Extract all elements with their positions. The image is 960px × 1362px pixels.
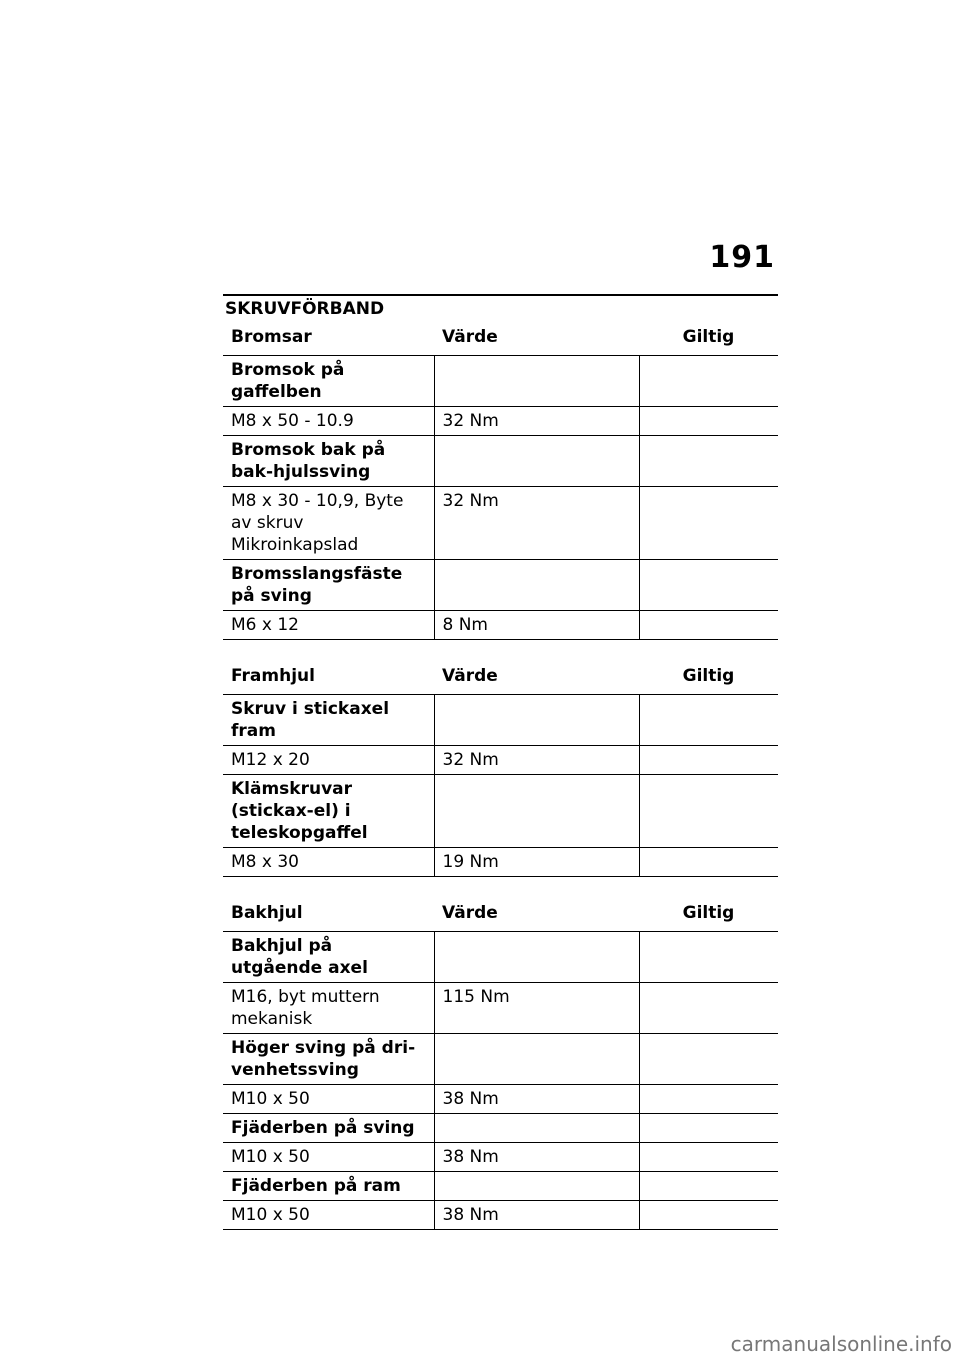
column-header-category: Bromsar [223, 321, 434, 356]
cell-name: Bromsok på gaffelben [223, 356, 434, 407]
cell-value: 32 Nm [434, 407, 639, 436]
table-header-row [223, 321, 778, 356]
torque-table [223, 897, 778, 1230]
column-header-category: Bakhjul [223, 897, 434, 932]
spec-row [223, 746, 778, 775]
cell-value [434, 436, 639, 487]
column-header-category: Framhjul [223, 660, 434, 695]
footer-watermark: carmanualsonline.info [730, 1332, 952, 1356]
cell-valid [639, 1085, 778, 1114]
spec-row [223, 487, 778, 560]
cell-value: 38 Nm [434, 1143, 639, 1172]
cell-name: Klämskruvar (stickax-el) i teleskopgaffel [223, 775, 434, 848]
cell-valid [639, 848, 778, 877]
torque-table [223, 321, 778, 640]
cell-value: 8 Nm [434, 611, 639, 640]
column-header-value: Värde [434, 660, 639, 695]
cell-value: 19 Nm [434, 848, 639, 877]
column-header-value: Värde [434, 321, 639, 356]
cell-name: Bakhjul på utgående axel [223, 932, 434, 983]
group-row [223, 1034, 778, 1085]
cell-name: M8 x 50 - 10.9 [223, 407, 434, 436]
group-row [223, 356, 778, 407]
column-header-valid: Giltig [639, 321, 778, 356]
column-header-value: Värde [434, 897, 639, 932]
cell-valid [639, 1143, 778, 1172]
cell-valid [639, 436, 778, 487]
cell-valid [639, 407, 778, 436]
cell-name: Bromsok bak på bak-hjulssving [223, 436, 434, 487]
cell-valid [639, 356, 778, 407]
cell-name: M12 x 20 [223, 746, 434, 775]
cell-name: Fjäderben på sving [223, 1114, 434, 1143]
cell-value [434, 1172, 639, 1201]
section-title: SKRUVFÖRBAND [225, 299, 385, 319]
group-row [223, 1114, 778, 1143]
content-area [223, 294, 778, 1230]
cell-valid [639, 932, 778, 983]
cell-name: M16, byt muttern mekanisk [223, 983, 434, 1034]
cell-name: M6 x 12 [223, 611, 434, 640]
group-row [223, 1172, 778, 1201]
cell-value [434, 775, 639, 848]
torque-table [223, 660, 778, 877]
cell-valid [639, 560, 778, 611]
cell-value: 32 Nm [434, 487, 639, 560]
cell-name: M10 x 50 [223, 1143, 434, 1172]
spec-row [223, 848, 778, 877]
column-header-valid: Giltig [639, 660, 778, 695]
cell-name: M8 x 30 - 10,9, Byte av skruv Mikroinkapslad [223, 487, 434, 560]
spec-row [223, 611, 778, 640]
cell-name: Bromsslangsfäste på sving [223, 560, 434, 611]
table-header-row [223, 660, 778, 695]
cell-valid [639, 746, 778, 775]
group-row [223, 560, 778, 611]
table-gap [223, 640, 778, 660]
cell-valid [639, 1172, 778, 1201]
cell-name: Fjäderben på ram [223, 1172, 434, 1201]
cell-valid [639, 775, 778, 848]
cell-value [434, 932, 639, 983]
cell-value [434, 1114, 639, 1143]
cell-name: Skruv i stickaxel fram [223, 695, 434, 746]
cell-value [434, 356, 639, 407]
spec-row [223, 983, 778, 1034]
cell-value: 115 Nm [434, 983, 639, 1034]
cell-value [434, 695, 639, 746]
spec-row [223, 1085, 778, 1114]
spec-row [223, 407, 778, 436]
cell-valid [639, 1114, 778, 1143]
table-gap [223, 877, 778, 897]
tables-container [223, 321, 778, 1230]
page-number: 191 [709, 240, 775, 275]
cell-value: 32 Nm [434, 746, 639, 775]
group-row [223, 775, 778, 848]
cell-name: M10 x 50 [223, 1085, 434, 1114]
cell-value: 38 Nm [434, 1085, 639, 1114]
cell-valid [639, 695, 778, 746]
spec-row [223, 1143, 778, 1172]
group-row [223, 436, 778, 487]
cell-value: 38 Nm [434, 1201, 639, 1230]
cell-valid [639, 983, 778, 1034]
cell-valid [639, 1034, 778, 1085]
cell-name: M10 x 50 [223, 1201, 434, 1230]
group-row [223, 695, 778, 746]
table-header-row [223, 897, 778, 932]
cell-name: Höger sving på dri-venhetssving [223, 1034, 434, 1085]
cell-value [434, 560, 639, 611]
cell-valid [639, 611, 778, 640]
cell-value [434, 1034, 639, 1085]
cell-valid [639, 487, 778, 560]
spec-row [223, 1201, 778, 1230]
group-row [223, 932, 778, 983]
cell-valid [639, 1201, 778, 1230]
cell-name: M8 x 30 [223, 848, 434, 877]
column-header-valid: Giltig [639, 897, 778, 932]
